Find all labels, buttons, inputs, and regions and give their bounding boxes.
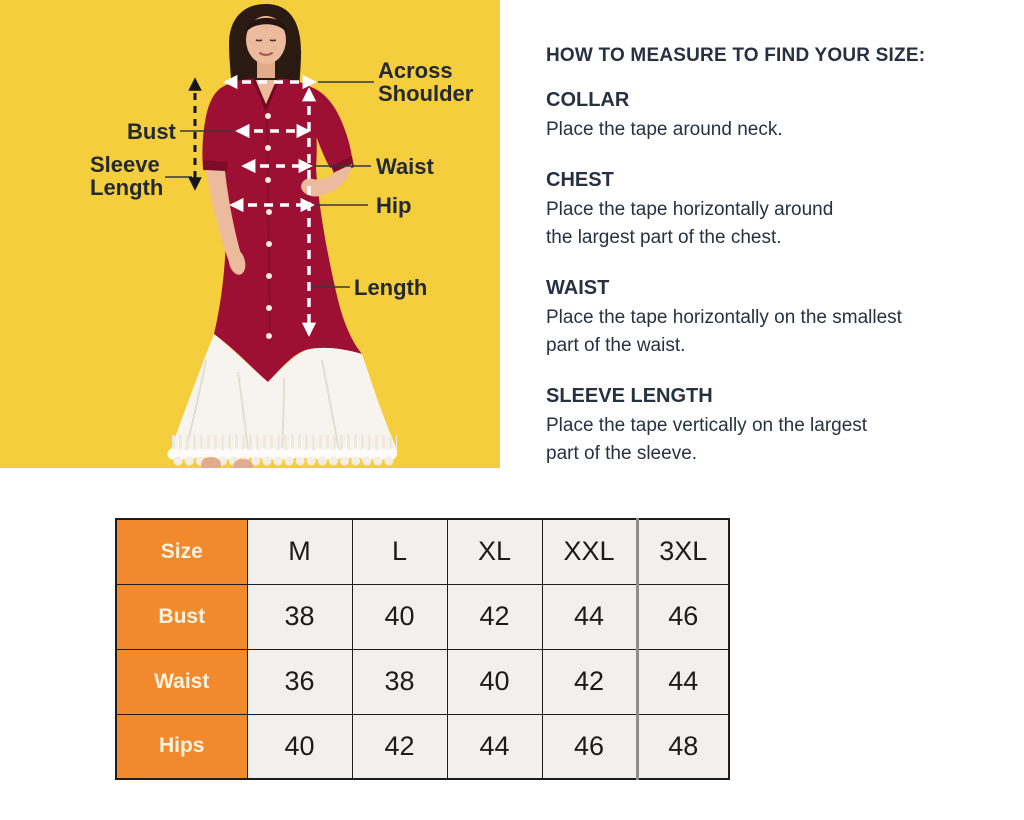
size-cell: XL <box>447 519 542 584</box>
label-sleeve-line1: Sleeve <box>90 152 160 177</box>
waist-cell: 44 <box>637 649 729 714</box>
label-sleeve-line2: Length <box>90 175 164 200</box>
section-text-line: Place the tape horizontally around <box>546 199 834 220</box>
section-heading: CHEST <box>546 169 614 191</box>
row-header-hips: Hips <box>116 714 247 779</box>
hips-cell: 40 <box>247 714 352 779</box>
row-header-bust: Bust <box>116 584 247 649</box>
size-cell: M <box>247 519 352 584</box>
table-row-hips <box>116 714 729 779</box>
waist-cell: 36 <box>247 649 352 714</box>
hips-cell: 48 <box>637 714 729 779</box>
bust-cell: 38 <box>247 584 352 649</box>
section-text-line: Place the tape vertically on the largest <box>546 415 868 436</box>
table-row-size <box>116 519 729 584</box>
bust-cell: 40 <box>352 584 447 649</box>
size-cell: L <box>352 519 447 584</box>
section-heading: WAIST <box>546 277 610 299</box>
label-hip: Hip <box>376 193 412 218</box>
waist-cell: 42 <box>542 649 637 714</box>
howto-section-sleeve-length <box>546 384 992 468</box>
size-cell: 3XL <box>637 519 729 584</box>
hips-cell: 44 <box>447 714 542 779</box>
row-header-waist: Waist <box>116 649 247 714</box>
size-chart-table <box>115 518 730 780</box>
label-bust: Bust <box>127 119 176 144</box>
label-across-shoulder <box>378 59 473 105</box>
hips-cell: 46 <box>542 714 637 779</box>
label-waist: Waist <box>376 154 434 179</box>
section-text-line: Place the tape horizontally on the smallest <box>546 307 902 328</box>
how-to-measure-panel <box>546 45 992 492</box>
section-text-line: Place the tape around neck. <box>546 119 783 140</box>
label-sleeve-length <box>90 153 163 199</box>
table-row-bust <box>116 584 729 649</box>
table-row-waist <box>116 649 729 714</box>
section-text-line: part of the waist. <box>546 335 686 356</box>
label-across-shoulder-line1: Across <box>378 58 453 83</box>
howto-title: HOW TO MEASURE TO FIND YOUR SIZE: <box>546 45 926 66</box>
row-header-size: Size <box>116 519 247 584</box>
bust-cell: 46 <box>637 584 729 649</box>
waist-cell: 38 <box>352 649 447 714</box>
waist-cell: 40 <box>447 649 542 714</box>
howto-section-collar <box>546 88 992 144</box>
label-across-shoulder-line2: Shoulder <box>378 81 474 106</box>
measurement-diagram-panel <box>0 0 500 468</box>
section-text-line: part of the sleeve. <box>546 443 698 464</box>
label-length: Length <box>354 275 428 300</box>
howto-section-waist <box>546 276 992 360</box>
hips-cell: 42 <box>352 714 447 779</box>
bust-cell: 44 <box>542 584 637 649</box>
howto-section-chest <box>546 168 992 252</box>
bust-cell: 42 <box>447 584 542 649</box>
size-cell: XXL <box>542 519 637 584</box>
section-heading: COLLAR <box>546 89 630 111</box>
section-text-line: the largest part of the chest. <box>546 227 782 248</box>
section-heading: SLEEVE LENGTH <box>546 385 713 407</box>
